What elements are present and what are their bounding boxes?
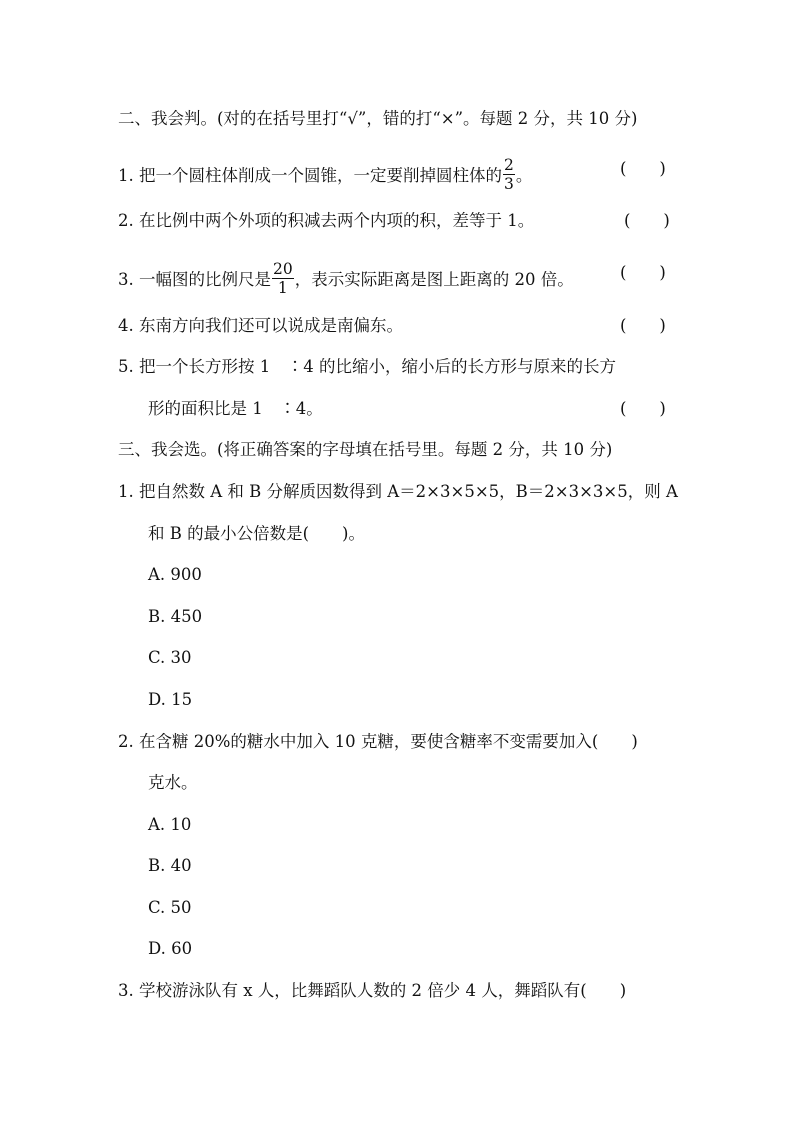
question-text-line1: 在含糖 20%的糖水中加入 10 克糖，要使含糖率不变需要加入( ) bbox=[139, 732, 638, 751]
item-number: 1. bbox=[118, 166, 134, 185]
item-text: 东南方向我们还可以说成是南偏东。 bbox=[139, 316, 403, 335]
answer-parentheses-1[interactable]: ( ) bbox=[620, 159, 666, 178]
judge-item-1 bbox=[118, 158, 532, 195]
judge-item-5 bbox=[118, 356, 616, 378]
item-number: 4. bbox=[118, 316, 134, 335]
option-b[interactable]: B. 450 bbox=[148, 607, 203, 626]
question-number: 2. bbox=[118, 732, 134, 751]
question-text-line1: 学校游泳队有 x 人，比舞蹈队人数的 2 倍少 4 人，舞蹈队有( ) bbox=[139, 981, 627, 1000]
item-text-end: ，表示实际距离是图上距离的 20 倍。 bbox=[294, 270, 574, 289]
option-a[interactable]: A. 900 bbox=[148, 565, 202, 584]
item-text: 把一个圆柱体削成一个圆锥，一定要削掉圆柱体的 bbox=[139, 166, 502, 185]
choice-question-1 bbox=[118, 481, 678, 503]
answer-parentheses-2[interactable]: ( ) bbox=[624, 211, 670, 230]
answer-parentheses-3[interactable]: ( ) bbox=[620, 263, 666, 282]
judge-item-2 bbox=[118, 210, 534, 232]
fraction-numerator: 20 bbox=[273, 260, 293, 278]
option-b[interactable]: B. 40 bbox=[148, 856, 192, 875]
choice-question-2 bbox=[118, 731, 638, 753]
item-number: 5. bbox=[118, 357, 134, 376]
fraction-2-3 bbox=[503, 156, 515, 193]
option-d[interactable]: D. 15 bbox=[148, 690, 193, 709]
option-c[interactable]: C. 30 bbox=[148, 648, 192, 667]
section-2-heading: 二、我会判。(对的在括号里打“√”，错的打“×”。每题 2 分，共 10 分) bbox=[118, 109, 638, 128]
question-text-line1: 把自然数 A 和 B 分解质因数得到 A＝2×3×5×5，B＝2×3×3×5，则 A bbox=[139, 482, 678, 501]
choice-question-3 bbox=[118, 980, 626, 1002]
choice-question-1-line2: 和 B 的最小公倍数是( )。 bbox=[148, 524, 365, 543]
section-3-heading: 三、我会选。(将正确答案的字母填在括号里。每题 2 分，共 10 分) bbox=[118, 440, 613, 459]
judge-item-3 bbox=[118, 262, 574, 299]
question-number: 3. bbox=[118, 981, 134, 1000]
judge-item-4 bbox=[118, 315, 403, 337]
item-text: 一幅图的比例尺是 bbox=[139, 270, 271, 289]
fraction-denominator: 3 bbox=[504, 175, 514, 193]
answer-parentheses-5[interactable]: ( ) bbox=[620, 399, 666, 418]
choice-question-2-line2: 克水。 bbox=[148, 773, 198, 792]
item-text: 在比例中两个外项的积减去两个内项的积，差等于 1。 bbox=[139, 211, 535, 230]
option-c[interactable]: C. 50 bbox=[148, 898, 192, 917]
option-a[interactable]: A. 10 bbox=[148, 815, 192, 834]
fraction-denominator: 1 bbox=[277, 279, 288, 297]
fraction-numerator: 2 bbox=[504, 156, 514, 174]
item-number: 3. bbox=[118, 270, 134, 289]
item-number: 2. bbox=[118, 211, 134, 230]
question-number: 1. bbox=[118, 482, 134, 501]
answer-parentheses-4[interactable]: ( ) bbox=[620, 316, 666, 335]
judge-item-5-line2: 形的面积比是 1 ∶4。 bbox=[148, 399, 323, 418]
item-text-end: 。 bbox=[515, 166, 533, 185]
item-text-line1: 把一个长方形按 1 ∶4 的比缩小，缩小后的长方形与原来的长方 bbox=[139, 357, 616, 376]
fraction-20-1 bbox=[272, 260, 294, 297]
option-d[interactable]: D. 60 bbox=[148, 939, 193, 958]
